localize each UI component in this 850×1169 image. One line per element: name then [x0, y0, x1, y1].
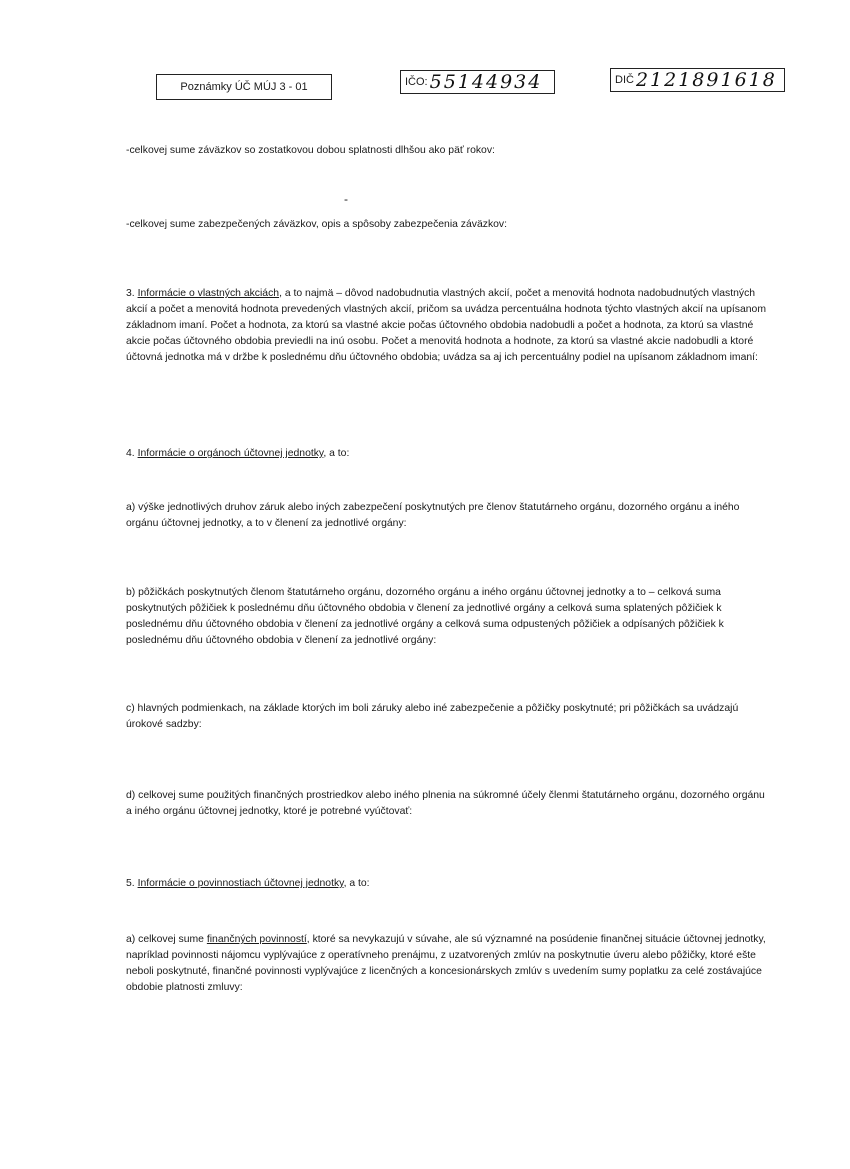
section-3-body: , a to najmä – dôvod nadobudnutia vlastných akcií, počet a menovitá hodnota nadobudnutých vlastných akcií a počet a menovitá hodnota prevedených vlastných akcií, pričom sa uvádza percentuálna hodnota týchto vlastných akcií na upísanom základnom imaní. Počet a hodnota, za ktorú sa vlastné akcie počas účtovného obdobia nadobudli a počet a hodnota, za ktorú sa vlastné akcie počas účtovného obdobia previedli na inú osobu. Počet a menovitá hodnota a hodnote, za ktorú sa vlastné akcie nadobudli a ktoré účtovná jednotka má v držbe k poslednému dňu účtovného obdobia; uvádza sa aj ich percentuálny podiel na upísanom základnom imaní: — [126, 288, 766, 363]
section-4-title: Informácie o orgánoch účtovnej jednotky — [137, 448, 324, 459]
section-3-number: 3. — [126, 288, 135, 299]
dic-value: 2121891618 — [635, 69, 777, 91]
section-5-number: 5. — [126, 878, 135, 889]
notes-header-box — [156, 74, 332, 100]
empty-value-dash: - — [344, 192, 348, 206]
notes-label: Poznámky ÚČ MÚJ 3 - 01 — [180, 81, 308, 93]
section-5-title: Informácie o povinnostiach účtovnej jednotky — [137, 878, 344, 889]
section-4-number: 4. — [126, 448, 135, 459]
financial-obligations-term: finančných povinností — [206, 934, 307, 945]
ico-value: 55144934 — [429, 71, 543, 93]
section-5a — [126, 932, 771, 996]
dic-box — [610, 68, 785, 92]
liabilities-over-five-years: -celkovej sume záväzkov so zostatkovou dobou splatnosti dlhšou ako päť rokov: — [126, 145, 495, 156]
section-3-own-shares — [126, 286, 771, 366]
dic-label: DIČ — [615, 74, 634, 86]
section-4-bodies — [126, 446, 771, 462]
section-5-obligations — [126, 876, 771, 892]
section-5a-post: , ktoré sa nevykazujú v súvahe, ale sú významné na posúdenie finančnej situácie účtovnej jednotky, napríklad povinnosti nájomcu vyplývajúce z operatívneho prenájmu, z uzatvorených zmlúv na poskytnutie úveru alebo pôžičky, ktoré ešte neboli poskytnuté, finančné povinnosti vyplývajúce z licenčných a koncesionárskych zmlúv s uvedením sumy poplatku za celé zostávajúce obdobie platnosti zmluvy: — [126, 934, 766, 993]
section-3-title: Informácie o vlastných akciách — [137, 288, 280, 299]
section-4d: d) celkovej sume použitých finančných prostriedkov alebo iného plnenia na súkromné účely členmi štatutárneho orgánu, dozorného orgánu a iného orgánu účtovnej jednotky, ktoré je potrebné vyúčtovať: — [126, 790, 765, 817]
section-5a-pre: a) celkovej sume — [126, 934, 207, 945]
section-4-body: , a to: — [323, 448, 350, 459]
section-4c: c) hlavných podmienkach, na základe ktorých im boli záruky alebo iné zabezpečenie a pôžičky poskytnuté; pri pôžičkách sa uvádzajú úrokové sadzby: — [126, 703, 739, 730]
section-4a: a) výške jednotlivých druhov záruk alebo iných zabezpečení poskytnutých pre členov štatutárneho orgánu, dozorného orgánu a iného orgánu účtovnej jednotky, a to v členení za jednotlivé orgány: — [126, 502, 740, 529]
ico-label: IČO: — [405, 76, 428, 88]
ico-box — [400, 70, 555, 94]
secured-liabilities: -celkovej sume zabezpečených záväzkov, opis a spôsoby zabezpečenia záväzkov: — [126, 219, 508, 230]
section-5-body: , a to: — [343, 878, 370, 889]
section-4b: b) pôžičkách poskytnutých členom štatutárneho orgánu, dozorného orgánu a iného orgánu účtovnej jednotky a to – celková suma poskytnutých pôžičiek k poslednému dňu účtovného obdobia v členení za jednotlivé orgány a celková suma splatených pôžičiek k poslednému dňu účtovného obdobia v členení za jednotlivé orgány a celková suma odpustených pôžičiek a odpísaných pôžičiek k poslednému dňu účtovného obdobia v členení za jednotlivé orgány: — [126, 587, 724, 646]
